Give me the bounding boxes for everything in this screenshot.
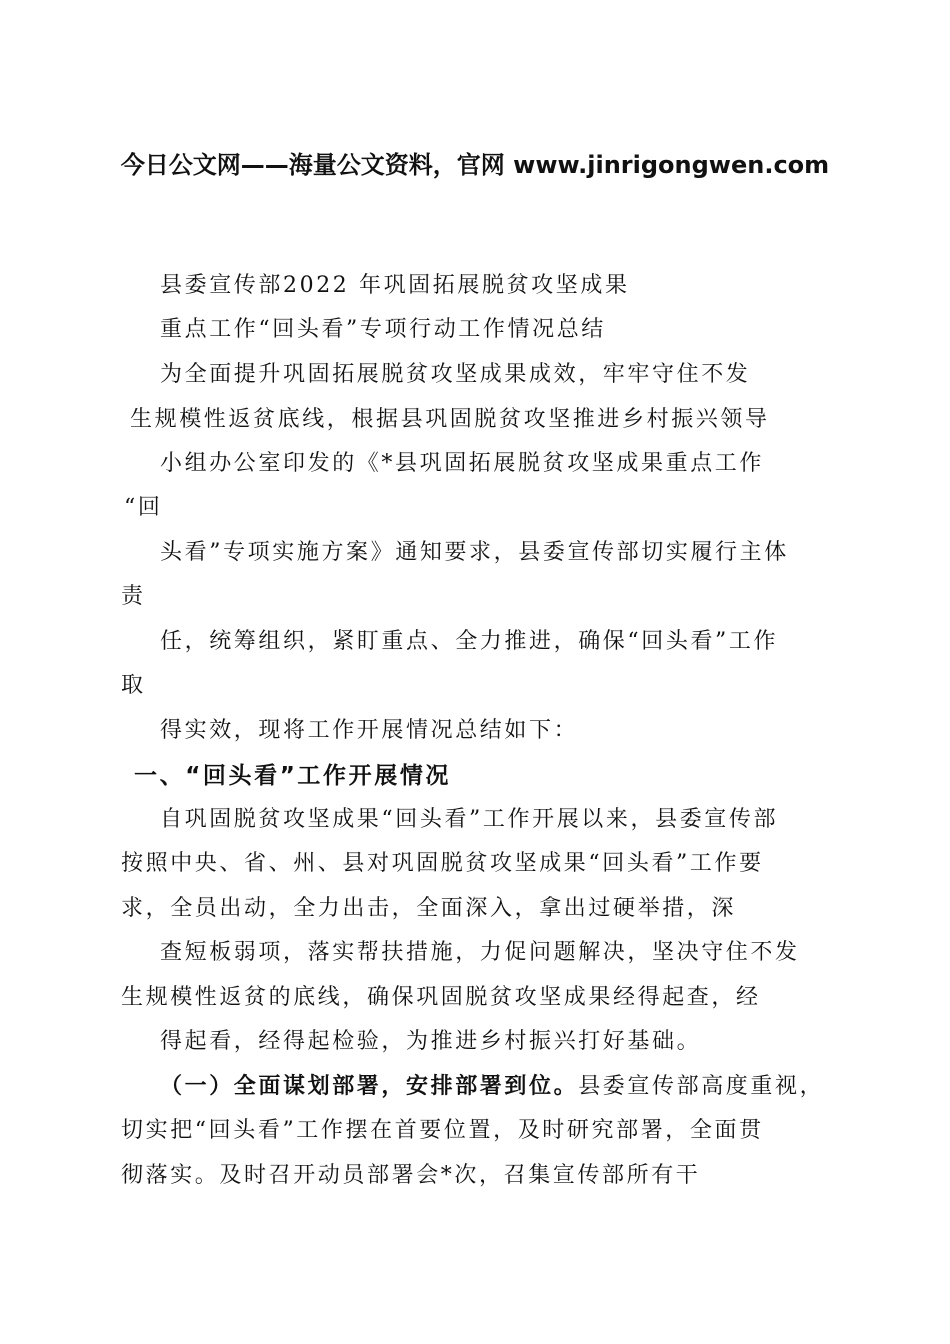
intro-line-4: “回	[124, 495, 163, 520]
subsection-1-first-line	[160, 1069, 824, 1100]
intro-line-3: 小组办公室印发的《*县巩固拓展脱贫攻坚成果重点工作	[160, 451, 765, 476]
intro-line-7: 任，统筹组织，紧盯重点、全力推进，确保“回头看”工作	[160, 629, 779, 654]
intro-line-1: 为全面提升巩固拓展脱贫攻坚成果成效，牢牢守住不发	[160, 362, 751, 387]
section-1-line-4: 查短板弱项，落实帮扶措施，力促问题解决，坚决守住不发	[160, 940, 800, 965]
intro-line-2: 生规模性返贫底线，根据县巩固脱贫攻坚推进乡村振兴领导	[130, 407, 770, 432]
document-title-line-1: 县委宣传部2022 年巩固拓展脱贫攻坚成果	[160, 273, 630, 298]
section-1-line-5: 生规模性返贫的底线，确保巩固脱贫攻坚成果经得起查，经	[121, 985, 761, 1010]
intro-line-9: 得实效，现将工作开展情况总结如下：	[160, 718, 579, 743]
subsection-1-heading: （一）全面谋划部署，安排部署到位。	[160, 1074, 579, 1099]
document-title-line-2: 重点工作“回头看”专项行动工作情况总结	[160, 317, 606, 342]
section-1-line-6: 得起看，经得起检验，为推进乡村振兴打好基础。	[160, 1029, 702, 1054]
subsection-1-lead: 县委宣传部高度重视，	[578, 1074, 825, 1099]
intro-line-5: 头看”专项实施方案》通知要求，县委宣传部切实履行主体	[160, 540, 789, 565]
section-1-line-3: 求，全员出动，全力出击，全面深入，拿出过硬举措，深	[121, 896, 737, 921]
subsection-1-line-3: 彻落实。及时召开动员部署会*次，召集宣传部所有干	[121, 1163, 701, 1188]
section-1-line-2: 按照中央、省、州、县对巩固脱贫攻坚成果“回头看”工作要	[121, 851, 764, 876]
intro-line-6: 责	[121, 584, 146, 609]
section-1-line-1: 自巩固脱贫攻坚成果“回头看”工作开展以来，县委宣传部	[160, 807, 779, 832]
subsection-1-line-2: 切实把“回头看”工作摆在首要位置，及时研究部署，全面贯	[121, 1118, 764, 1143]
website-banner: 今日公文网——海量公文资料，官网 www.jinrigongwen.com	[120, 151, 830, 179]
section-1-heading: 一、“回头看”工作开展情况	[134, 763, 452, 789]
intro-line-8: 取	[121, 673, 146, 698]
